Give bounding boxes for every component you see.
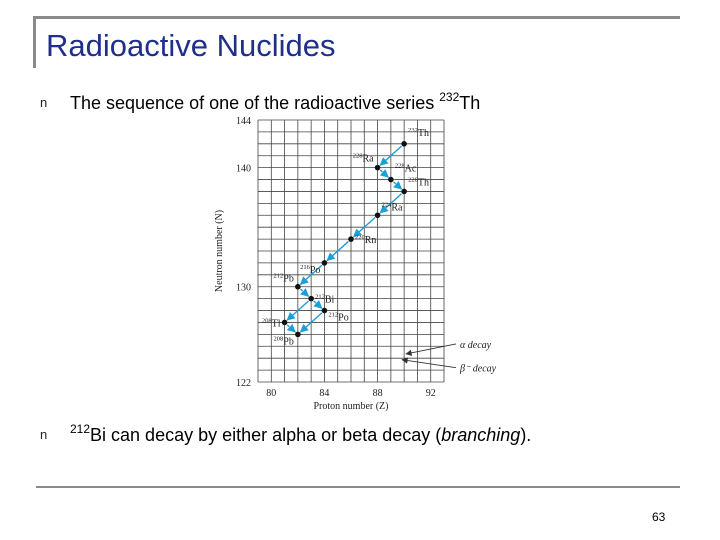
- legend-pointer: [402, 360, 456, 368]
- beta-decay-arrow: [314, 301, 322, 308]
- nuclide-label: $^{224}$Ra: [381, 201, 403, 214]
- nuclide-label: $^{232}$Th: [408, 126, 430, 139]
- nuclide-label: $^{208}$Pb: [273, 335, 294, 348]
- bullet-1-element: Th: [459, 93, 481, 113]
- nuclide-point: [295, 332, 301, 338]
- nuclide-point: [401, 141, 407, 147]
- x-tick-label: 88: [372, 388, 383, 399]
- legend-label: β⁻ decay: [460, 363, 497, 375]
- nuclide-label: $^{228}$Ac: [394, 162, 417, 175]
- beta-decay-arrow: [300, 289, 308, 296]
- nuclide-point: [375, 212, 381, 218]
- nuclide-point: [295, 284, 301, 290]
- x-tick-label: 92: [425, 388, 436, 399]
- y-axis-label: Neutron number (N): [214, 209, 225, 293]
- nuclide-label: $^{228}$Th: [408, 176, 430, 189]
- nuclide-point: [308, 296, 314, 302]
- nuclide-point: [322, 308, 328, 314]
- bullet-1-mass: 232: [439, 90, 460, 104]
- nuclide-point: [282, 320, 288, 326]
- nuclide-label: $^{220}$Rn: [355, 234, 377, 247]
- bullet-2-mass: 212: [70, 422, 91, 436]
- nuclide-point: [401, 189, 407, 195]
- legend-label: α decay: [460, 339, 492, 351]
- nuclide-point: [388, 177, 394, 183]
- nuclide-label: $^{216}$Po: [300, 263, 321, 276]
- bullet-2-text-b: ).: [520, 425, 532, 445]
- nuclide-label: $^{212}$Pb: [273, 272, 294, 285]
- bullet-1-text: The sequence of one of the radioactive series: [70, 93, 440, 113]
- beta-decay-arrow: [393, 182, 401, 189]
- decay-chart: [200, 112, 520, 418]
- bullet-marker: n: [40, 427, 48, 442]
- bullet-2: [40, 422, 531, 446]
- nuclide-point: [348, 236, 354, 242]
- beta-decay-arrow: [287, 325, 295, 332]
- nuclide-label: $^{212}$Bi: [315, 293, 335, 306]
- y-tick-label: 122: [236, 378, 251, 389]
- slide-frame-left: [33, 16, 36, 68]
- nuclide-label: $^{208}$Tl: [261, 317, 281, 330]
- nuclide-point: [322, 260, 328, 266]
- slide-frame-top: [33, 16, 680, 19]
- beta-decay-arrow: [380, 170, 388, 177]
- nuclide-label: $^{228}$Ra: [352, 152, 374, 165]
- bullet-marker: n: [40, 95, 48, 110]
- page-number: 63: [652, 510, 666, 524]
- y-tick-label: 144: [236, 116, 251, 127]
- bottom-rule: [36, 486, 680, 488]
- x-tick-label: 80: [266, 388, 277, 399]
- y-tick-label: 140: [236, 163, 251, 175]
- bullet-2-text-a: Bi can decay by either alpha or beta decay (: [90, 425, 442, 445]
- x-tick-label: 84: [319, 388, 330, 399]
- nuclide-point: [375, 165, 381, 171]
- x-axis-label: Proton number (Z): [313, 401, 389, 412]
- nuclide-label: $^{212}$Po: [328, 311, 349, 324]
- bullet-2-italic: branching: [441, 425, 521, 445]
- bullet-1: [40, 90, 480, 114]
- y-tick-label: 130: [236, 282, 251, 294]
- slide-title: Radioactive Nuclides: [46, 28, 336, 63]
